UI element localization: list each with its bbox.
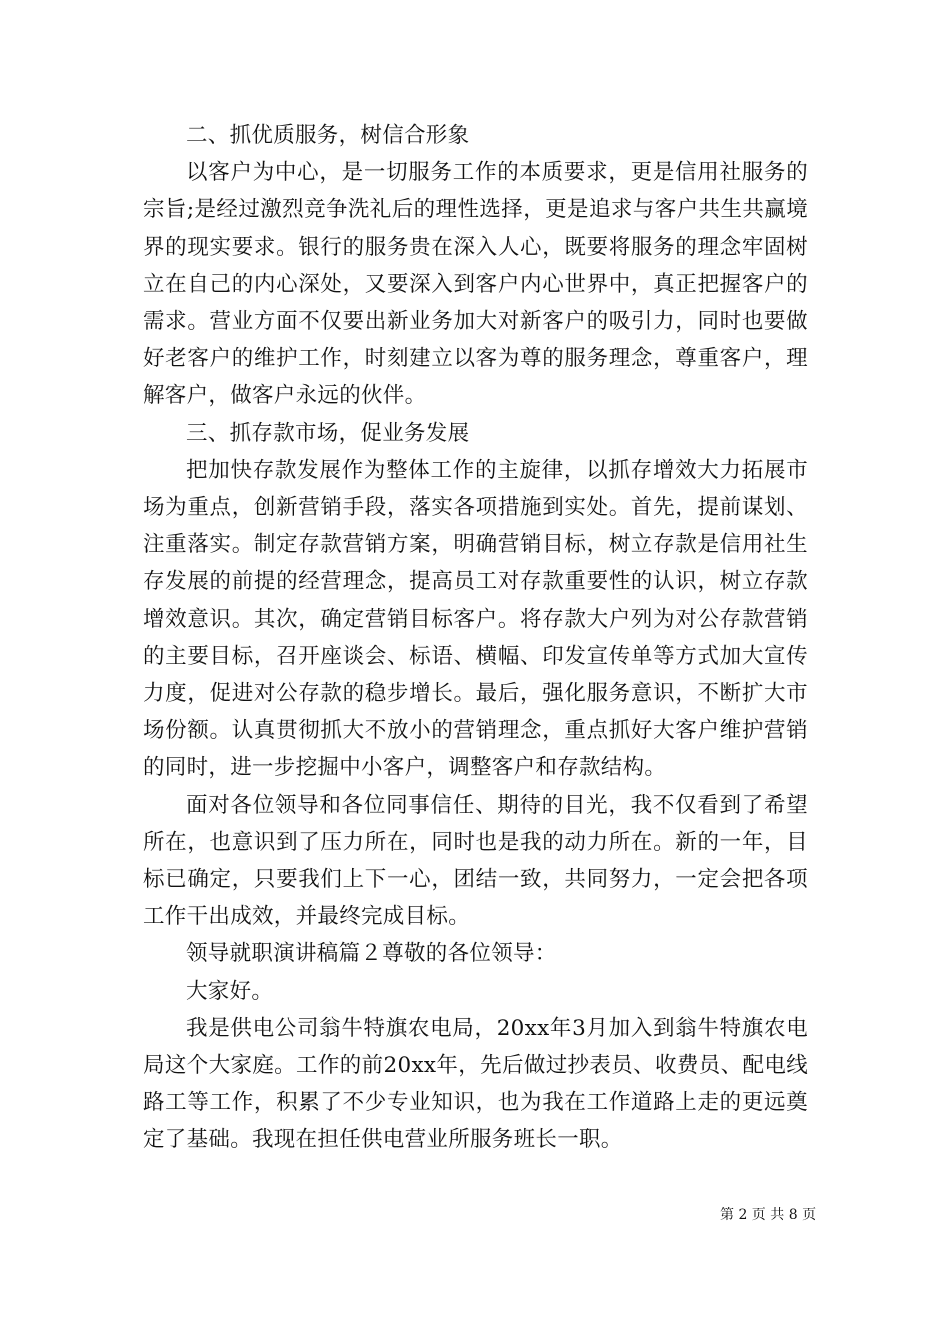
paragraph-closing: 面对各位领导和各位同事信任、期待的目光，我不仅看到了希望所在，也意识到了压力所在，同时也是我的动力所在。新的一年，目标已确定，只要我们上下一心，团结一致，共同努力，一定会把各项工作干出成效，并最终完成目标。 — [143, 792, 808, 930]
paragraph-deposit: 把加快存款发展作为整体工作的主旋律，以抓存增效大力拓展市场为重点，创新营销手段，落实各项措施到实处。首先，提前谋划、注重落实。制定存款营销方案，明确营销目标，树立存款是信用社生存发展的前提的经营理念，提高员工对存款重要性的认识，树立存款增效意识。其次，确定营销目标客户。将存款大户列为对公存款营销的主要目标，召开座谈会、标语、横幅、印发宣传单等方式加大宣传力度，促进对公存款的稳步增长。最后，强化服务意识，不断扩大市场份额。认真贯彻抓大不放小的营销理念，重点抓好大客户维护营销的同时，进一步挖掘中小客户，调整客户和存款结构。 — [143, 457, 808, 781]
paragraph-introduction: 我是供电公司翁牛特旗农电局，20xx年3月加入到翁牛特旗农电局这个大家庭。工作的前20xx年，先后做过抄表员、收费员、配电线路工等工作，积累了不少专业知识，也为我在工作道路上走的更远奠定了基础。我现在担任供电营业所服务班长一职。 — [143, 1015, 808, 1153]
paragraph-service: 以客户为中心，是一切服务工作的本质要求，更是信用社服务的宗旨;是经过激烈竞争洗礼后的理性选择，更是追求与客户共生共赢境界的现实要求。银行的服务贵在深入人心，既要将服务的理念牢固树立在自己的内心深处，又要深入到客户内心世界中，真正把握客户的需求。营业方面不仅要出新业务加大对新客户的吸引力，同时也要做好老客户的维护工作，时刻建立以客为尊的服务理念，尊重客户，理解客户，做客户永远的伙伴。 — [143, 160, 808, 409]
section-heading-deposit: 三、抓存款市场，促业务发展 — [186, 420, 470, 446]
greeting-line: 大家好。 — [186, 978, 274, 1004]
document-body — [143, 117, 808, 1159]
section-heading-service: 二、抓优质服务，树信合形象 — [186, 123, 470, 148]
page-number-footer: 第 2 页 共 8 页 — [720, 1207, 817, 1223]
speech-title-line: 领导就职演讲稿篇２尊敬的各位领导： — [186, 941, 557, 967]
